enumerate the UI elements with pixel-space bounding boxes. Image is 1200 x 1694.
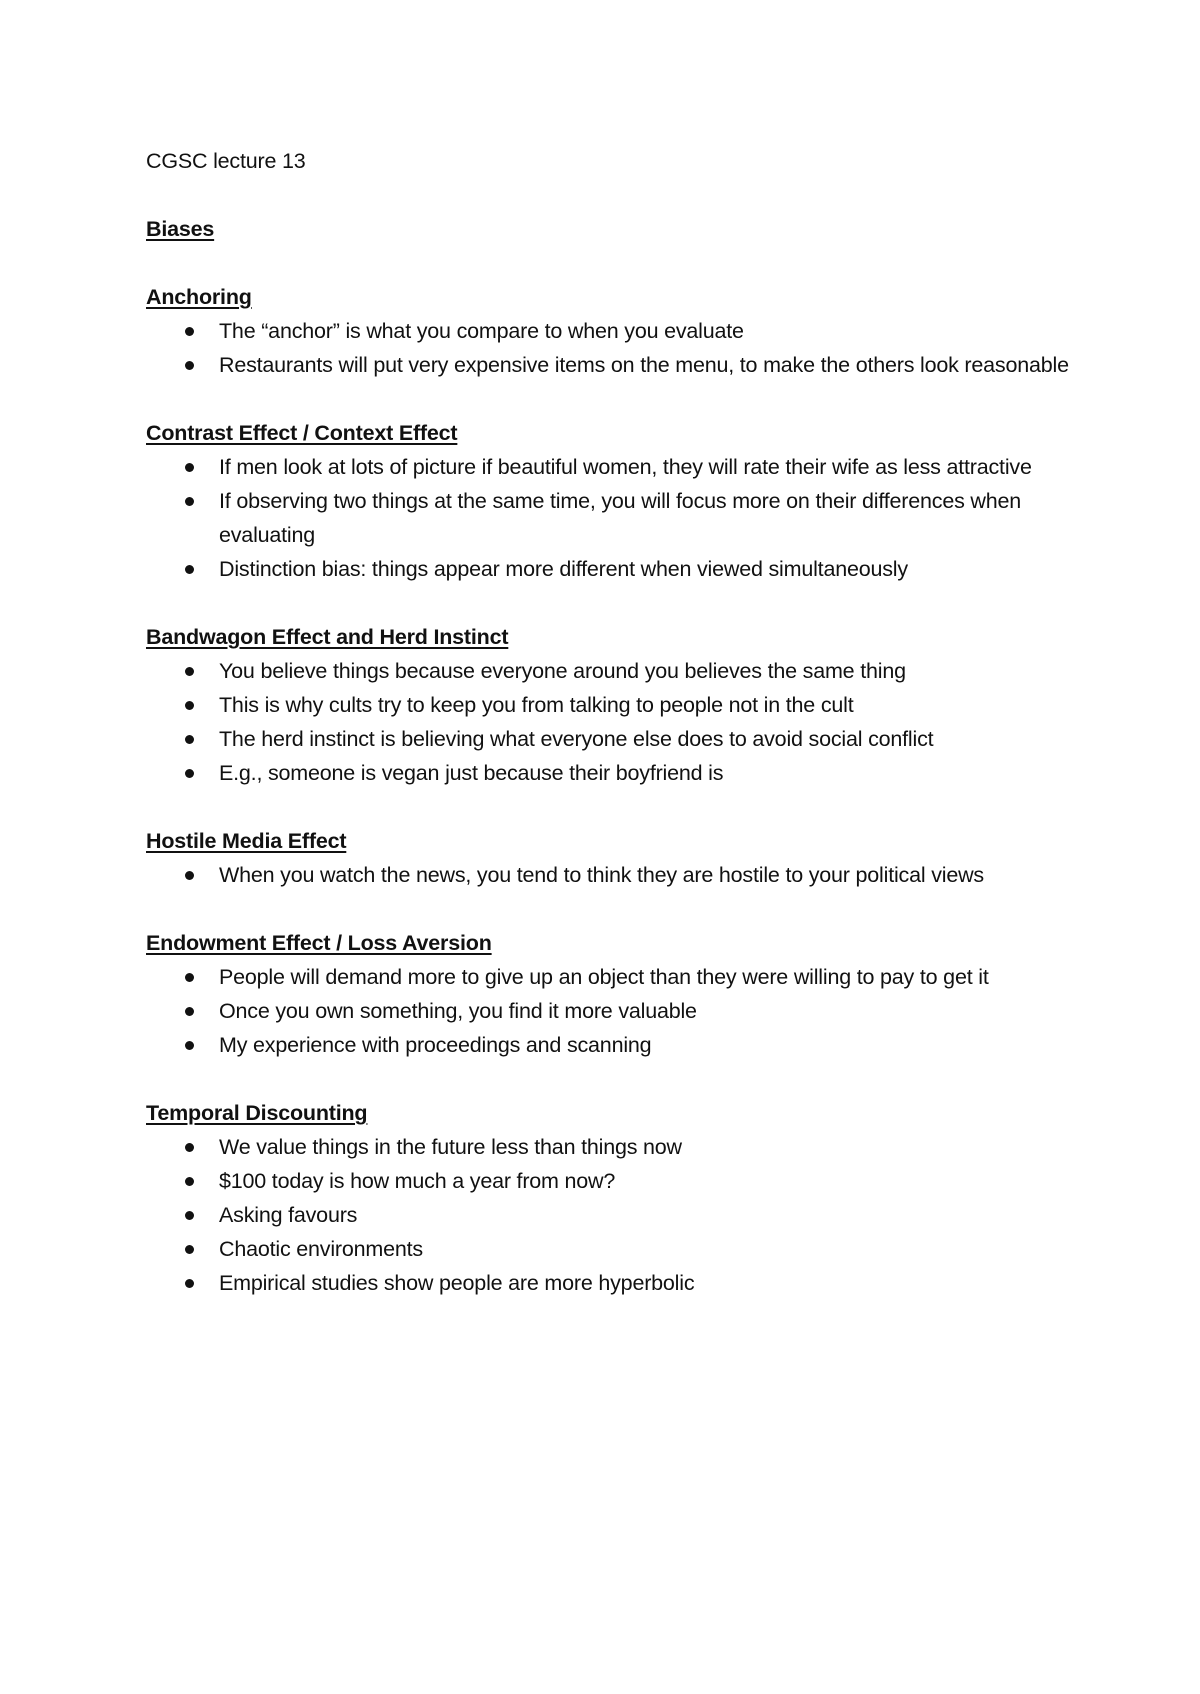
- list-item-text: E.g., someone is vegan just because their boyfriend is: [219, 761, 724, 785]
- section-heading: Endowment Effect / Loss Aversion: [146, 931, 492, 955]
- bullet-icon: [185, 463, 194, 472]
- list-item: [146, 994, 1086, 1028]
- list-item-text: The herd instinct is believing what everyone else does to avoid social conflict: [219, 727, 934, 751]
- section-temporal-discounting: [146, 1096, 1086, 1300]
- list-item-text: Restaurants will put very expensive items on the menu, to make the others look reasonable: [219, 353, 1069, 377]
- bullet-icon: [185, 565, 194, 574]
- list-item-text: You believe things because everyone around you believes the same thing: [219, 659, 906, 683]
- list-item: [146, 1232, 1086, 1266]
- list-item: [146, 688, 1086, 722]
- list-item: [146, 484, 1086, 552]
- list-item-text: Chaotic environments: [219, 1237, 423, 1261]
- list-item-text: Empirical studies show people are more hyperbolic: [219, 1271, 695, 1295]
- list-item: [146, 654, 1086, 688]
- list-item-text: This is why cults try to keep you from talking to people not in the cult: [219, 693, 854, 717]
- bullet-list: [146, 654, 1086, 790]
- bullet-list: [146, 858, 1086, 892]
- bullet-icon: [185, 1143, 194, 1152]
- document-title: CGSC lecture 13: [146, 149, 306, 173]
- list-item: [146, 722, 1086, 756]
- bullet-icon: [185, 769, 194, 778]
- list-item-text: $100 today is how much a year from now?: [219, 1169, 616, 1193]
- section-bandwagon-effect: [146, 620, 1086, 790]
- bullet-icon: [185, 1007, 194, 1016]
- main-heading: Biases: [146, 217, 215, 241]
- bullet-icon: [185, 361, 194, 370]
- bullet-icon: [185, 1211, 194, 1220]
- section-heading: Contrast Effect / Context Effect: [146, 421, 458, 445]
- section-heading: Anchoring: [146, 285, 252, 309]
- bullet-icon: [185, 701, 194, 710]
- list-item-text: When you watch the news, you tend to think they are hostile to your political views: [219, 863, 984, 887]
- list-item: [146, 1164, 1086, 1198]
- bullet-icon: [185, 497, 194, 506]
- section-endowment-effect: [146, 926, 1086, 1062]
- bullet-icon: [185, 973, 194, 982]
- list-item: [146, 1130, 1086, 1164]
- bullet-list: [146, 960, 1086, 1062]
- list-item: [146, 756, 1086, 790]
- bullet-icon: [185, 1279, 194, 1288]
- bullet-icon: [185, 1245, 194, 1254]
- section-hostile-media-effect: [146, 824, 1086, 892]
- bullet-list: [146, 314, 1086, 382]
- list-item: [146, 1266, 1086, 1300]
- list-item-text: My experience with proceedings and scanning: [219, 1033, 652, 1057]
- list-item-text: If men look at lots of picture if beautiful women, they will rate their wife as less attractive: [219, 455, 1032, 479]
- bullet-icon: [185, 1041, 194, 1050]
- list-item-text: Once you own something, you find it more valuable: [219, 999, 697, 1023]
- section-heading: Bandwagon Effect and Herd Instinct: [146, 625, 509, 649]
- list-item-text: We value things in the future less than things now: [219, 1135, 682, 1159]
- list-item-text: If observing two things at the same time, you will focus more on their differences when evaluating: [219, 489, 1021, 547]
- list-item: [146, 960, 1086, 994]
- bullet-icon: [185, 1177, 194, 1186]
- list-item-text: The “anchor” is what you compare to when you evaluate: [219, 319, 744, 343]
- list-item-text: People will demand more to give up an object than they were willing to pay to get it: [219, 965, 989, 989]
- document-body: [146, 144, 1086, 1334]
- list-item: [146, 552, 1086, 586]
- list-item: [146, 1028, 1086, 1062]
- bullet-list: [146, 450, 1086, 586]
- section-heading: Hostile Media Effect: [146, 829, 347, 853]
- bullet-list: [146, 1130, 1086, 1300]
- list-item: [146, 1198, 1086, 1232]
- list-item-text: Distinction bias: things appear more different when viewed simultaneously: [219, 557, 908, 581]
- bullet-icon: [185, 327, 194, 336]
- bullet-icon: [185, 871, 194, 880]
- section-heading: Temporal Discounting: [146, 1101, 368, 1125]
- list-item: [146, 858, 1086, 892]
- list-item: [146, 314, 1086, 348]
- list-item: [146, 450, 1086, 484]
- bullet-icon: [185, 667, 194, 676]
- bullet-icon: [185, 735, 194, 744]
- list-item: [146, 348, 1086, 382]
- section-contrast-effect: [146, 416, 1086, 586]
- list-item-text: Asking favours: [219, 1203, 358, 1227]
- section-anchoring: [146, 280, 1086, 382]
